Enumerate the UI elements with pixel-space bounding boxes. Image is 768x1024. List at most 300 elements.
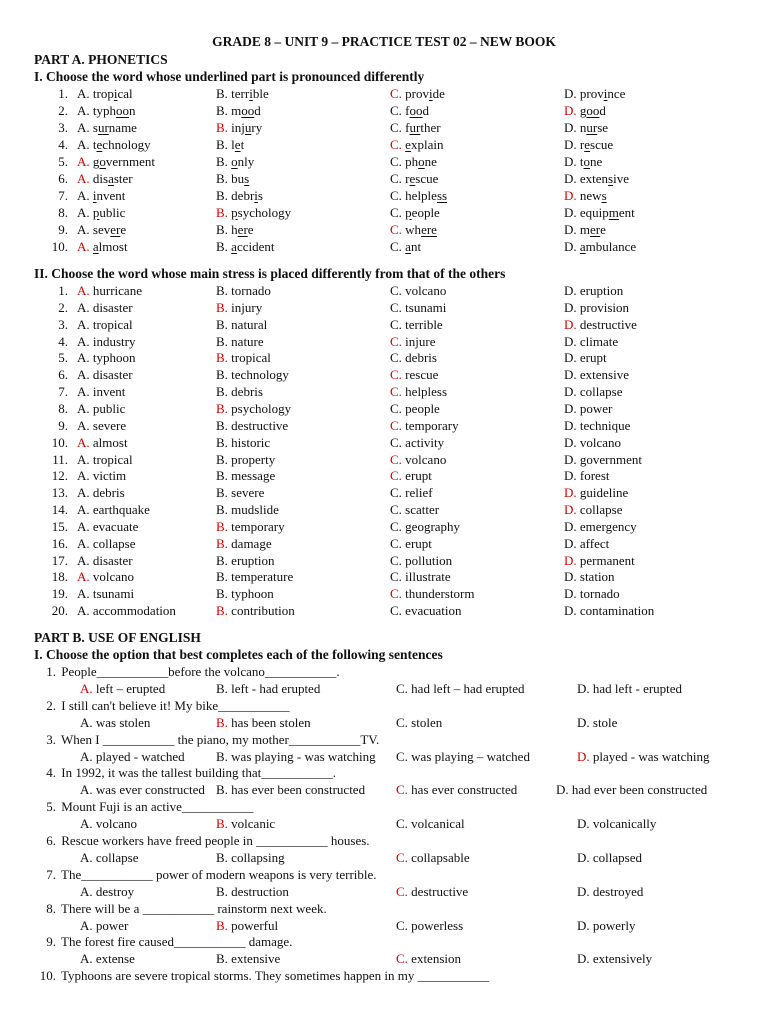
- option-word: victim: [92, 468, 127, 484]
- question-row: [0, 238, 768, 255]
- option-word: message: [231, 468, 276, 484]
- option-word: pollution: [405, 552, 453, 568]
- option-word: tropical: [231, 350, 271, 366]
- option-letter: A.: [77, 400, 93, 416]
- answer-option-d[interactable]: [564, 400, 612, 417]
- answer-option-b[interactable]: [216, 518, 285, 535]
- option-letter: C.: [390, 434, 406, 450]
- answer-option-d[interactable]: [564, 153, 602, 170]
- option-letter: D.: [564, 569, 580, 585]
- answer-option-b[interactable]: [216, 680, 320, 697]
- answer-option-d[interactable]: [564, 238, 636, 255]
- answer-option-b[interactable]: [216, 299, 262, 316]
- answer-option-a[interactable]: [77, 535, 135, 552]
- option-word: tsunami: [405, 299, 447, 315]
- option-letter: A.: [77, 451, 93, 467]
- answer-option-c[interactable]: [390, 535, 432, 552]
- option-word: rescue: [579, 137, 614, 152]
- answer-option-c[interactable]: [390, 400, 440, 417]
- question-number: 11.: [52, 451, 68, 467]
- option-word: almost: [92, 239, 128, 254]
- answer-option-d[interactable]: [577, 917, 636, 934]
- option-letter: B.: [216, 850, 232, 865]
- option-word: tsunami: [92, 586, 135, 602]
- answer-option-a[interactable]: [77, 366, 133, 383]
- option-word: people: [405, 400, 440, 416]
- answer-option-c[interactable]: [390, 170, 438, 187]
- answer-option-b[interactable]: [216, 714, 311, 731]
- question-row: [0, 119, 768, 136]
- option-word: collapse: [579, 502, 623, 518]
- answer-option-b[interactable]: [216, 333, 264, 350]
- question-number: 2.: [46, 697, 56, 713]
- answer-option-c[interactable]: [390, 85, 445, 102]
- answer-option-a[interactable]: [77, 585, 134, 602]
- question-stem: [34, 832, 734, 849]
- answer-option-b[interactable]: [216, 187, 263, 204]
- answer-option-a[interactable]: [77, 299, 133, 316]
- question-stem: [34, 663, 734, 680]
- answer-option-c[interactable]: [390, 221, 437, 238]
- question-text: People___________before the volcano___________.: [58, 664, 340, 679]
- option-word: only: [231, 154, 255, 169]
- option-letter: A.: [77, 502, 93, 518]
- answer-option-d[interactable]: [564, 204, 635, 221]
- option-letter: D.: [577, 681, 593, 696]
- option-letter: B.: [216, 917, 232, 933]
- option-letter: D.: [564, 205, 580, 220]
- option-letter: A.: [77, 417, 93, 433]
- question-row: [0, 316, 768, 333]
- answer-option-a[interactable]: [80, 917, 128, 934]
- option-letter: C.: [390, 468, 406, 484]
- answer-option-a[interactable]: [77, 333, 136, 350]
- answer-option-d[interactable]: [564, 451, 642, 468]
- answer-option-c[interactable]: [396, 781, 517, 798]
- answer-option-a[interactable]: [80, 680, 165, 697]
- answer-option-b[interactable]: [216, 400, 291, 417]
- answer-option-a[interactable]: [77, 153, 155, 170]
- option-letter: D.: [577, 850, 593, 865]
- option-letter: A.: [80, 748, 96, 764]
- question-text: Rescue workers have freed people in ___________ houses.: [58, 833, 370, 848]
- answer-option-b[interactable]: [216, 383, 263, 400]
- option-word: stolen: [411, 714, 443, 730]
- answer-option-c[interactable]: [390, 187, 447, 204]
- answer-option-b[interactable]: [216, 119, 262, 136]
- answer-option-d[interactable]: [564, 484, 628, 501]
- option-word: rescue: [405, 367, 439, 383]
- option-letter: A.: [77, 468, 93, 484]
- answer-option-b[interactable]: [216, 535, 272, 552]
- answer-option-b[interactable]: [216, 85, 269, 102]
- answer-option-b[interactable]: [216, 748, 376, 765]
- option-word: collapse: [95, 850, 139, 865]
- answer-option-d[interactable]: [564, 434, 621, 451]
- answer-option-a[interactable]: [77, 102, 136, 119]
- answer-option-d[interactable]: [564, 366, 629, 383]
- option-word: ant: [405, 239, 422, 254]
- answer-option-b[interactable]: [216, 552, 275, 569]
- option-letter: C.: [390, 188, 406, 203]
- option-word: hurricane: [92, 283, 142, 298]
- question-number: 18.: [51, 569, 68, 585]
- option-letter: C.: [390, 535, 406, 551]
- question-text: Typhoons are severe tropical storms. They sometimes happen in my ___________: [58, 968, 490, 984]
- answer-option-b[interactable]: [216, 917, 278, 934]
- answer-option-d[interactable]: [564, 501, 622, 518]
- option-letter: B.: [216, 552, 232, 568]
- option-letter: A.: [77, 154, 93, 169]
- option-word: tornado: [231, 283, 271, 298]
- answer-option-d[interactable]: [564, 119, 608, 136]
- option-word: power: [579, 400, 613, 416]
- question-number: 7.: [46, 866, 56, 882]
- answer-option-d[interactable]: [564, 417, 630, 434]
- answer-option-c[interactable]: [390, 366, 438, 383]
- answer-option-c[interactable]: [396, 917, 463, 934]
- option-letter: B.: [216, 586, 232, 602]
- answer-option-b[interactable]: [216, 585, 274, 602]
- option-letter: D.: [564, 120, 580, 135]
- answer-option-d[interactable]: [564, 585, 620, 602]
- option-letter: B.: [216, 120, 232, 135]
- option-word: debris: [92, 485, 125, 501]
- answer-option-d[interactable]: [577, 849, 642, 866]
- answer-option-c[interactable]: [390, 119, 441, 136]
- option-letter: B.: [216, 400, 232, 416]
- option-word: mudslide: [231, 502, 279, 518]
- option-word: destruction: [231, 883, 289, 899]
- option-word: tropical: [92, 86, 133, 101]
- option-word: helpless: [405, 384, 448, 400]
- answer-option-a[interactable]: [77, 467, 126, 484]
- answer-option-c[interactable]: [390, 434, 444, 451]
- question-stem: [34, 866, 734, 883]
- answer-option-c[interactable]: [390, 568, 451, 585]
- answer-option-d[interactable]: [564, 602, 654, 619]
- answer-option-b[interactable]: [216, 316, 267, 333]
- answer-option-b[interactable]: [216, 883, 289, 900]
- question-number: 10.: [39, 968, 56, 984]
- answer-option-d[interactable]: [577, 950, 652, 967]
- question-row: [0, 349, 768, 366]
- answer-option-a[interactable]: [77, 316, 133, 333]
- question-text: When I ___________ the piano, my mother___________TV.: [58, 731, 380, 747]
- answer-option-c[interactable]: [390, 451, 446, 468]
- answer-option-a[interactable]: [77, 484, 125, 501]
- option-letter: A.: [77, 239, 93, 254]
- option-word: invent: [92, 384, 126, 400]
- question-number: 4.: [58, 137, 68, 152]
- option-letter: B.: [216, 103, 232, 118]
- option-word: had left - erupted: [592, 681, 683, 696]
- answer-option-b[interactable]: [216, 467, 275, 484]
- option-letter: B.: [216, 569, 232, 585]
- option-letter: D.: [564, 283, 580, 298]
- option-word: temperature: [231, 569, 294, 585]
- option-word: left - had erupted: [231, 681, 321, 696]
- option-word: played - watched: [95, 748, 185, 764]
- answer-option-b[interactable]: [216, 568, 293, 585]
- answer-option-b[interactable]: [216, 221, 254, 238]
- options-row: [0, 748, 768, 765]
- answer-option-b[interactable]: [216, 349, 271, 366]
- answer-option-a[interactable]: [77, 282, 142, 299]
- question-number: 10.: [51, 239, 68, 254]
- answer-option-b[interactable]: [216, 153, 254, 170]
- answer-option-a[interactable]: [77, 238, 128, 255]
- question-text: Mount Fuji is an active___________: [58, 799, 254, 815]
- answer-option-b[interactable]: [216, 170, 249, 187]
- option-word: mere: [579, 222, 606, 237]
- answer-option-c[interactable]: [396, 883, 468, 900]
- answer-option-d[interactable]: [577, 883, 643, 900]
- answer-option-c[interactable]: [390, 552, 452, 569]
- question-row: [0, 383, 768, 400]
- answer-option-d[interactable]: [564, 170, 629, 187]
- options-row: [0, 781, 768, 798]
- answer-option-d[interactable]: [564, 282, 623, 299]
- answer-option-c[interactable]: [390, 518, 460, 535]
- option-letter: A.: [77, 120, 93, 135]
- question-stem: [34, 798, 734, 815]
- answer-option-b[interactable]: [216, 102, 261, 119]
- option-word: damage: [231, 535, 272, 551]
- answer-option-b[interactable]: [216, 484, 264, 501]
- option-letter: A.: [77, 86, 93, 101]
- option-letter: D.: [564, 586, 580, 602]
- answer-option-a[interactable]: [77, 501, 150, 518]
- answer-option-a[interactable]: [77, 451, 133, 468]
- option-letter: B.: [216, 171, 232, 186]
- option-word: public: [92, 205, 126, 220]
- option-letter: A.: [77, 222, 93, 237]
- option-letter: A.: [77, 569, 93, 585]
- answer-option-c[interactable]: [390, 484, 433, 501]
- answer-option-d[interactable]: [564, 383, 622, 400]
- answer-option-c[interactable]: [390, 204, 440, 221]
- question-number: 7.: [58, 188, 68, 203]
- answer-option-d[interactable]: [564, 299, 629, 316]
- answer-option-c[interactable]: [390, 153, 437, 170]
- answer-option-c[interactable]: [390, 467, 432, 484]
- question-number: 8.: [58, 400, 68, 416]
- answer-option-d[interactable]: [556, 781, 707, 798]
- option-word: further: [405, 120, 441, 135]
- answer-option-b[interactable]: [216, 501, 279, 518]
- option-letter: C.: [390, 316, 406, 332]
- option-letter: C.: [390, 569, 406, 585]
- option-letter: A.: [77, 367, 93, 383]
- answer-option-a[interactable]: [77, 568, 134, 585]
- answer-option-a[interactable]: [77, 552, 133, 569]
- answer-option-c[interactable]: [396, 714, 442, 731]
- answer-option-a[interactable]: [77, 602, 176, 619]
- answer-option-a[interactable]: [77, 187, 125, 204]
- option-letter: A.: [77, 103, 93, 118]
- answer-option-c[interactable]: [390, 349, 437, 366]
- answer-option-c[interactable]: [390, 602, 461, 619]
- option-letter: C.: [390, 86, 406, 101]
- answer-option-a[interactable]: [80, 815, 137, 832]
- answer-option-b[interactable]: [216, 434, 270, 451]
- option-letter: C.: [396, 883, 412, 899]
- answer-option-c[interactable]: [390, 383, 447, 400]
- answer-option-a[interactable]: [80, 748, 185, 765]
- option-word: disaster: [92, 299, 133, 315]
- answer-option-d[interactable]: [577, 714, 617, 731]
- option-letter: A.: [77, 316, 93, 332]
- option-letter: A.: [77, 535, 93, 551]
- answer-option-d[interactable]: [564, 518, 637, 535]
- answer-option-a[interactable]: [80, 781, 205, 798]
- answer-option-a[interactable]: [77, 349, 136, 366]
- option-word: volcanically: [592, 816, 657, 832]
- answer-option-a[interactable]: [77, 434, 128, 451]
- answer-option-a[interactable]: [77, 417, 126, 434]
- answer-option-d[interactable]: [564, 187, 607, 204]
- answer-option-d[interactable]: [564, 316, 637, 333]
- answer-option-d[interactable]: [564, 467, 610, 484]
- answer-option-b[interactable]: [216, 136, 244, 153]
- option-word: collapsing: [231, 850, 285, 865]
- answer-option-d[interactable]: [577, 815, 656, 832]
- answer-option-b[interactable]: [216, 282, 271, 299]
- answer-option-d[interactable]: [577, 680, 682, 697]
- answer-option-a[interactable]: [77, 518, 138, 535]
- question-row: [0, 451, 768, 468]
- answer-option-a[interactable]: [77, 170, 133, 187]
- answer-option-c[interactable]: [390, 299, 446, 316]
- answer-option-a[interactable]: [80, 883, 134, 900]
- option-word: here: [231, 222, 254, 237]
- option-letter: B.: [216, 417, 232, 433]
- answer-option-c[interactable]: [396, 815, 465, 832]
- answer-option-c[interactable]: [390, 333, 436, 350]
- answer-option-a[interactable]: [80, 714, 150, 731]
- answer-option-c[interactable]: [396, 950, 461, 967]
- option-letter: B.: [216, 951, 232, 967]
- option-word: good: [579, 103, 606, 118]
- answer-option-b[interactable]: [216, 366, 289, 383]
- option-word: volcanical: [411, 816, 465, 832]
- question-row: [0, 467, 768, 484]
- answer-option-c[interactable]: [390, 238, 421, 255]
- question-row: [0, 221, 768, 238]
- answer-option-a[interactable]: [77, 204, 125, 221]
- answer-option-b[interactable]: [216, 815, 275, 832]
- answer-option-a[interactable]: [77, 119, 137, 136]
- option-letter: C.: [390, 367, 406, 383]
- answer-option-c[interactable]: [390, 316, 443, 333]
- option-letter: C.: [390, 552, 406, 568]
- answer-option-d[interactable]: [564, 221, 606, 238]
- option-letter: D.: [564, 103, 580, 118]
- option-letter: C.: [390, 502, 406, 518]
- option-letter: B.: [216, 883, 232, 899]
- answer-option-b[interactable]: [216, 238, 275, 255]
- question-number: 2.: [58, 299, 68, 315]
- question-number: 15.: [51, 518, 68, 534]
- answer-option-b[interactable]: [216, 781, 365, 798]
- option-letter: B.: [216, 299, 232, 315]
- answer-option-a[interactable]: [80, 849, 138, 866]
- question-number: 5.: [46, 799, 56, 815]
- answer-option-c[interactable]: [396, 849, 470, 866]
- answer-option-c[interactable]: [390, 501, 439, 518]
- answer-option-c[interactable]: [396, 680, 525, 697]
- part-b-heading: PART B. USE OF ENGLISH: [34, 630, 201, 645]
- option-letter: D.: [564, 367, 580, 383]
- answer-option-c[interactable]: [390, 102, 429, 119]
- answer-option-d[interactable]: [564, 85, 625, 102]
- option-letter: C.: [396, 714, 412, 730]
- option-letter: A.: [80, 816, 96, 832]
- question-number: 20.: [51, 603, 68, 619]
- answer-option-d[interactable]: [564, 535, 609, 552]
- answer-option-c[interactable]: [390, 136, 443, 153]
- option-letter: A.: [80, 782, 96, 798]
- question-number: 1.: [58, 283, 68, 298]
- option-word: was playing - was watching: [231, 748, 376, 764]
- option-word: collapsed: [592, 850, 642, 865]
- answer-option-b[interactable]: [216, 204, 291, 221]
- answer-option-d[interactable]: [564, 333, 618, 350]
- answer-option-b[interactable]: [216, 417, 288, 434]
- option-word: thunderstorm: [405, 586, 475, 602]
- question-row: [0, 366, 768, 383]
- answer-option-d[interactable]: [564, 552, 635, 569]
- option-letter: C.: [390, 417, 406, 433]
- answer-option-b[interactable]: [216, 451, 275, 468]
- option-word: ambulance: [579, 239, 637, 254]
- answer-option-a[interactable]: [77, 85, 133, 102]
- option-letter: A.: [77, 350, 93, 366]
- option-word: earthquake: [92, 502, 150, 518]
- answer-option-c[interactable]: [396, 748, 530, 765]
- answer-option-d[interactable]: [577, 748, 710, 765]
- option-word: government: [92, 154, 155, 169]
- option-letter: A.: [77, 188, 93, 203]
- answer-option-a[interactable]: [77, 221, 126, 238]
- answer-option-c[interactable]: [390, 585, 475, 602]
- option-letter: C.: [390, 299, 406, 315]
- answer-option-a[interactable]: [77, 383, 125, 400]
- option-word: erupt: [579, 350, 607, 366]
- section-2-heading: II. Choose the word whose main stress is placed differently from that of the others: [34, 266, 506, 281]
- question-row: [0, 535, 768, 552]
- answer-option-a[interactable]: [77, 136, 151, 153]
- option-letter: A.: [77, 384, 93, 400]
- answer-option-a[interactable]: [77, 400, 125, 417]
- answer-option-d[interactable]: [564, 136, 613, 153]
- answer-option-d[interactable]: [564, 102, 606, 119]
- answer-option-d[interactable]: [564, 349, 607, 366]
- option-word: equipment: [579, 205, 635, 220]
- answer-option-a[interactable]: [80, 950, 135, 967]
- answer-option-b[interactable]: [216, 602, 295, 619]
- answer-option-d[interactable]: [564, 568, 615, 585]
- option-letter: D.: [564, 188, 580, 203]
- question-stem: [34, 900, 734, 917]
- option-letter: D.: [577, 748, 593, 764]
- answer-option-b[interactable]: [216, 849, 285, 866]
- answer-option-c[interactable]: [390, 417, 459, 434]
- option-letter: D.: [564, 518, 580, 534]
- answer-option-b[interactable]: [216, 950, 280, 967]
- answer-option-c[interactable]: [390, 282, 446, 299]
